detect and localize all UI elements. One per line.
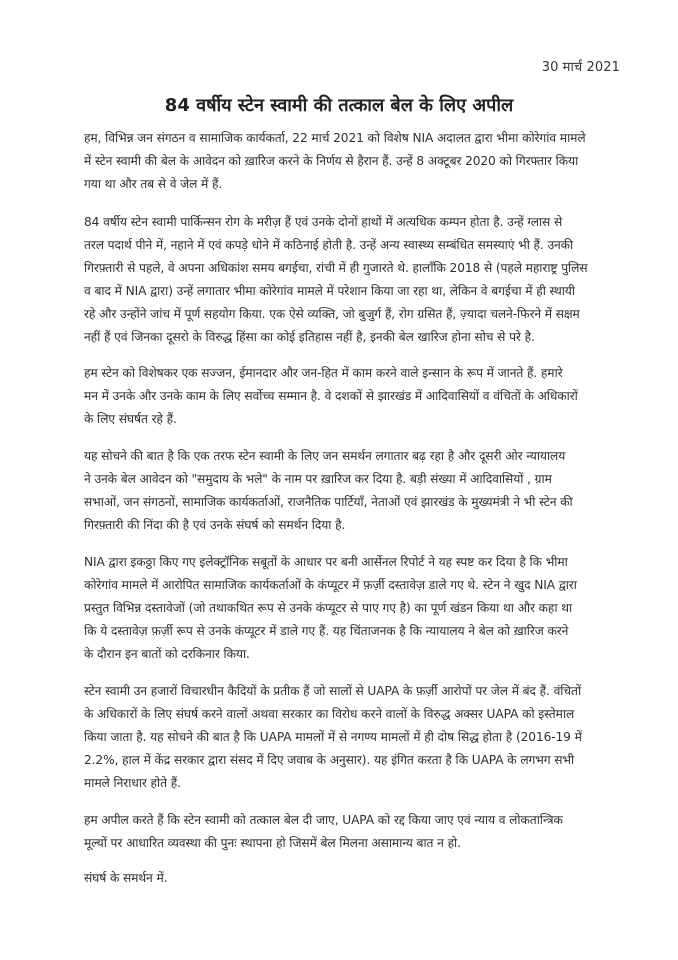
paragraph-line: सभाओं, जन संगठनों, सामाजिक कार्यकर्ताओं, राजनैतिक पार्टियाँ, नेताओं एवं झारखंड के मुख्यमंत्री ने भी स्टेन की: [84, 495, 573, 509]
paragraph-line: प्रस्तुत विभिन्न दस्तावेजों (जो तथाकथित रूप से उनके कंप्यूटर से पाए गए है) का पूर्ण खंडन किया था और कहा था: [84, 601, 573, 615]
paragraph-line: गिरफ़्तारी की निंदा की है एवं उनके संघर्ष को समर्थन दिया है.: [84, 518, 346, 532]
document-title: 84 वर्षीय स्टेन स्वामी की तत्काल बेल के लिए अपील: [164, 95, 514, 116]
paragraph-line: यह सोचने की बात है कि एक तरफ स्टेन स्वामी के लिए जन समर्थन लगातार बढ़ रहा है और दूसरी ओर न्यायालय: [84, 449, 566, 463]
document-date: 30 मार्च 2021: [541, 60, 620, 75]
paragraph-line: संघर्ष के समर्थन में.: [84, 871, 168, 885]
paragraph-line: रहे और उन्होंने जांच में पूर्ण सहयोग किया. एक ऐसे व्यक्ति, जो बुजुर्ग हैं, रोग ग्रसित हैं, ज़्यादा चलने-फिरने में सक्षम: [84, 307, 580, 321]
paragraph-line: नहीं हैं एवं जिनका दूसरो के विरुद्ध हिंसा का कोई इतिहास नहीं है, इनकी बेल खारिज होना सोच से परे है.: [84, 330, 535, 344]
paragraph-line: NIA द्वारा इकठ्ठा किए गए इलेक्ट्रॉनिक सबूतों के आधार पर बनी आर्सेनल रिपोर्ट ने यह स्पष्ट कर दिया है कि भीमा: [84, 555, 568, 569]
paragraph-line: हम, विभिन्न जन संगठन व सामाजिक कार्यकर्ता, 22 मार्च 2021 को विशेष NIA अदालत द्वारा भीमा कोरेगांव मामले: [84, 131, 586, 145]
document-body: [84, 127, 644, 903]
paragraph-line: तरल पदार्थ पीने में, नहाने में एवं कपड़े धोने में कठिनाई होती है. उन्हें अन्य स्वास्थ्य सम्बंधित समस्याएं भी हैं. उनकी: [84, 238, 574, 252]
paragraph-line: कि ये दस्तावेज़ फ़र्ज़ी रूप से उनके कंप्यूटर में डाले गए हैं. यह चिंताजनक है कि न्यायालय ने बेल को ख़ारिज करने: [84, 624, 569, 638]
paragraph-line: 84 वर्षीय स्टेन स्वामी पार्किन्सन रोग के मरीज़ हैं एवं उनके दोनों हाथों में अत्यधिक कम्पन होता है. उन्हें ग्लास से: [84, 215, 563, 229]
paragraph-line: 2.2%, हाल में केंद्र सरकार द्वारा संसद में दिए जवाब के अनुसार). यह इंगित करता है कि UAPA के लगभग सभी: [84, 753, 575, 767]
paragraph-line: हम स्टेन को विशेषकर एक सज्जन, ईमानदार और जन-हित में काम करने वाले इन्सान के रूप में जानते हैं. हमारे: [84, 366, 563, 380]
paragraph-line: हम अपील करते हैं कि स्टेन स्वामी को तत्काल बेल दी जाए, UAPA को रद्द किया जाए एवं न्याय व लोकतान्त्रिक: [84, 813, 563, 827]
paragraph-line: ने उनके बेल आवेदन को "समुदाय के भले" के नाम पर ख़ारिज कर दिया है. बड़ी संख्या में आदिवासियों , ग्राम: [84, 472, 552, 486]
paragraph-uapa: [84, 680, 644, 795]
paragraph-line: मामले निराधार होते हैं.: [84, 776, 181, 790]
paragraph-support: [84, 445, 644, 537]
paragraph-signoff: [84, 867, 644, 890]
paragraph-line: के लिए संघर्षत रहे हैं.: [84, 412, 177, 426]
paragraph-line: व बाद में NIA द्वारा) उन्हें लगातार भीमा कोरेगांव मामले में परेशान किया जा रहा था, लेकिन वे बगईचा में ही स्थायी: [84, 284, 575, 298]
paragraph-line: गया था और तब से वे जेल में हैं.: [84, 177, 223, 191]
paragraph-line: कोरेगांव मामले में आरोपित सामाजिक कार्यकर्ताओं के कंप्यूटर में फ़र्ज़ी दस्तावेज़ डाले गए थे. स्टेन ने खुद NIA द्वारा: [84, 578, 577, 592]
paragraph-line: गिरफ़्तारी से पहले, वे अपना अधिकांश समय बगईचा, रांची में ही गुजारते थे. हालाँकि 2018 से (पहले महाराष्ट्र पुलिस: [84, 261, 588, 275]
paragraph-health: [84, 211, 644, 349]
paragraph-intro: [84, 127, 644, 196]
paragraph-character: [84, 362, 644, 431]
paragraph-evidence: [84, 551, 644, 666]
paragraph-line: मन में उनके और उनके काम के लिए सर्वोच्च सम्मान है. वे दशकों से झारखंड में आदिवासियों व वंचितों के अधिकारों: [84, 389, 578, 403]
paragraph-line: में स्टेन स्वामी की बेल के आवेदन को ख़ारिज करने के निर्णय से हैरान हैं. उन्हें 8 अक्टूबर 2020 को गिरफ्तार किया: [84, 154, 579, 168]
paragraph-line: स्टेन स्वामी उन हजारों विचारधीन कैदियों के प्रतीक हैं जो सालों से UAPA के फ़र्ज़ी आरोपों पर जेल में बंद हैं. वंचितों: [84, 684, 582, 698]
paragraph-line: किया जाता है. यह सोचने की बात है कि UAPA मामलों में से नगण्य मामलों में ही दोष सिद्ध होता है (2016-19 में: [84, 730, 582, 744]
paragraph-appeal: [84, 809, 644, 855]
paragraph-line: मूल्यों पर आधारित व्यवस्था की पुनः स्थापना हो जिसमें बेल मिलना असामान्य बात न हो.: [84, 836, 461, 850]
paragraph-line: के अधिकारों के लिए संघर्ष करने वालों अथवा सरकार का विरोध करने वालों के विरुद्ध अक्सर UAPA को इस्तेमाल: [84, 707, 575, 721]
paragraph-line: के दौरान इन बातों को दरकिनार किया.: [84, 647, 250, 661]
